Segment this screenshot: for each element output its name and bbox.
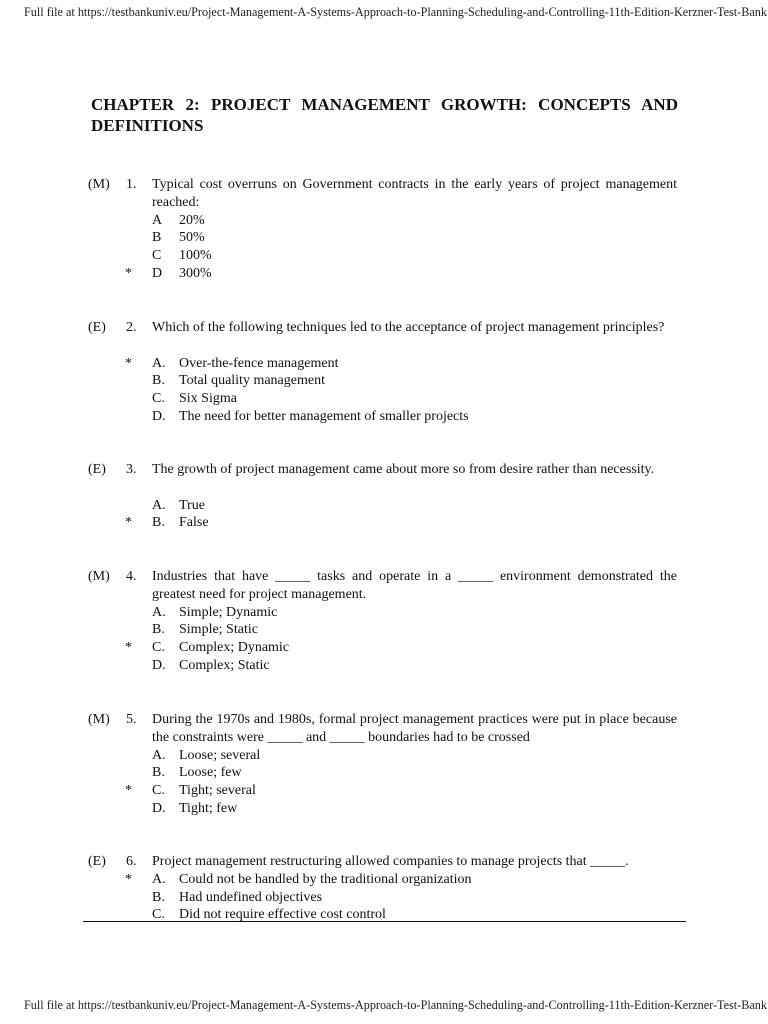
option-text: Six Sigma xyxy=(179,391,237,407)
option-text: Tight; few xyxy=(179,801,238,816)
option-text: Total quality management xyxy=(179,373,325,389)
option-letter: C. xyxy=(152,783,165,799)
question-difficulty: (M) xyxy=(88,569,110,584)
answer-option xyxy=(0,372,768,390)
option-letter: C. xyxy=(152,391,165,407)
answer-option xyxy=(0,747,768,765)
option-text: 20% xyxy=(179,212,205,228)
correct-answer-marker: * xyxy=(125,640,132,656)
answer-option xyxy=(0,800,768,818)
question-number: 3. xyxy=(126,462,137,477)
option-letter: B. xyxy=(152,622,165,638)
question-difficulty: (M) xyxy=(88,712,110,727)
answer-option xyxy=(0,639,768,657)
answer-option xyxy=(0,514,768,532)
option-letter: A. xyxy=(152,747,166,763)
option-letter: C. xyxy=(152,907,165,923)
answer-option xyxy=(0,229,768,247)
option-text: Loose; few xyxy=(179,765,242,781)
answer-option xyxy=(0,782,768,800)
option-letter: B. xyxy=(152,373,165,389)
question-number: 6. xyxy=(126,854,137,869)
option-text: Simple; Static xyxy=(179,622,258,638)
question-number: 4. xyxy=(126,569,137,584)
answer-option xyxy=(0,657,768,675)
answer-option xyxy=(0,871,768,889)
option-letter: A. xyxy=(152,355,166,371)
option-letter: D. xyxy=(152,658,166,673)
answer-option xyxy=(0,408,768,426)
option-letter: A. xyxy=(152,871,166,887)
question-difficulty: (E) xyxy=(88,854,106,869)
option-letter: A. xyxy=(152,497,166,513)
option-text: Could not be handled by the traditional organization xyxy=(179,871,472,887)
correct-answer-marker: * xyxy=(125,871,132,887)
question-number: 2. xyxy=(126,320,137,335)
question-difficulty: (E) xyxy=(88,462,106,477)
option-text: False xyxy=(179,515,209,531)
question-text: Which of the following techniques led to the acceptance of project management principles? xyxy=(152,320,665,335)
option-text: Did not require effective cost control xyxy=(179,907,386,923)
answer-option xyxy=(0,247,768,265)
answer-option xyxy=(0,212,768,230)
option-text: True xyxy=(179,497,205,513)
answer-option xyxy=(0,390,768,408)
chapter-title: CHAPTER 2: PROJECT MANAGEMENT GROWTH: CONCEPTS AND DEFINITIONS xyxy=(91,95,678,135)
option-letter: D xyxy=(152,266,163,281)
option-text: Had undefined objectives xyxy=(179,889,323,905)
option-text: Over-the-fence management xyxy=(179,355,339,371)
question-text: The growth of project management came about more so from desire rather than necessity. xyxy=(152,462,655,477)
answer-option xyxy=(0,889,768,907)
option-text: Complex; Dynamic xyxy=(179,640,290,656)
option-letter: A. xyxy=(152,604,166,620)
correct-answer-marker: * xyxy=(125,783,132,799)
question-text: During the 1970s and 1980s, formal project management practices were put in place because the constraints were _____ and _____ boundaries had to be crossed xyxy=(152,712,677,745)
option-text: Tight; several xyxy=(179,783,256,799)
option-text: The need for better management of smaller projects xyxy=(179,409,469,424)
running-footer-url: Full file at https://testbankuniv.eu/Project-Management-A-Systems-Approach-to-Planning-Scheduling-and-Controlling-11th-Edition-Kerzner-Test-Bank xyxy=(24,998,767,1012)
running-header-url: Full file at https://testbankuniv.eu/Project-Management-A-Systems-Approach-to-Planning-Scheduling-and-Controlling-11th-Edition-Kerzner-Test-Bank xyxy=(24,5,767,19)
question-text: Industries that have _____ tasks and operate in a _____ environment demonstrated the greatest need for project management. xyxy=(152,569,677,602)
option-letter: B. xyxy=(152,765,165,781)
question-difficulty: (M) xyxy=(88,177,110,192)
option-letter: D. xyxy=(152,409,166,424)
answer-option xyxy=(0,764,768,782)
answer-option xyxy=(0,621,768,639)
option-text: 50% xyxy=(179,230,205,246)
option-letter: C. xyxy=(152,640,165,656)
option-letter: B. xyxy=(152,889,165,905)
answer-option xyxy=(0,497,768,515)
answer-option xyxy=(0,355,768,373)
question-number: 1. xyxy=(126,177,137,192)
option-letter: B xyxy=(152,230,162,246)
question-text: Project management restructuring allowed companies to manage projects that _____. xyxy=(152,854,629,869)
question-difficulty: (E) xyxy=(88,320,106,335)
question-text: Typical cost overruns on Government contracts in the early years of project management reached: xyxy=(152,177,677,210)
correct-answer-marker: * xyxy=(125,266,132,281)
option-text: Simple; Dynamic xyxy=(179,604,278,620)
answer-option xyxy=(0,265,768,283)
option-text: Complex; Static xyxy=(179,658,270,673)
correct-answer-marker: * xyxy=(125,515,132,531)
option-letter: A xyxy=(152,212,163,228)
question-number: 5. xyxy=(126,712,137,727)
option-letter: C xyxy=(152,248,162,264)
answer-option xyxy=(0,604,768,622)
option-letter: D. xyxy=(152,801,166,816)
correct-answer-marker: * xyxy=(125,355,132,371)
page-divider xyxy=(83,921,686,922)
option-letter: B. xyxy=(152,515,165,531)
option-text: Loose; several xyxy=(179,747,261,763)
option-text: 300% xyxy=(179,266,212,281)
option-text: 100% xyxy=(179,248,212,264)
